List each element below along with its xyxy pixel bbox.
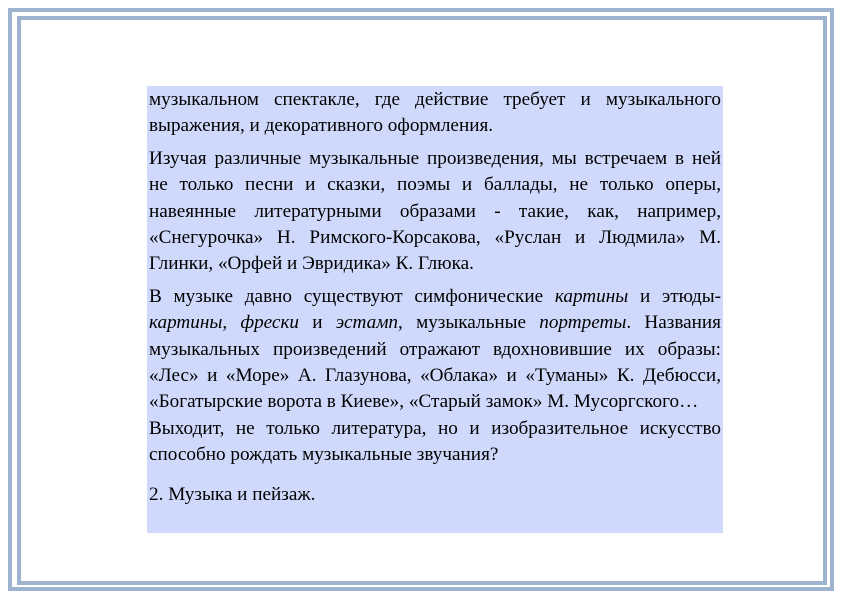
paragraph-2: Изучая различные музыкальные произведения, мы встречаем в ней не только песни и сказки, поэмы и баллады, не только оперы, навеянные литературными образами - такие, как, например, «Снегурочка» Н. Римского-Корсакова, «Руслан и Людмила» М. Глинки, «Орфей и Эвридика» К. Глюка. bbox=[149, 147, 721, 275]
paragraph-4: Выходит, не только литература, но и изобразительное искусство способно рождать музыкальные звучания? bbox=[149, 417, 721, 466]
paragraph-3-text-4: и bbox=[299, 312, 336, 334]
paragraph-3-text-2: и этюды- bbox=[628, 285, 721, 307]
paragraph-3-italic-5: портреты bbox=[539, 312, 627, 334]
paragraph-3-text-1: В музыке давно существуют симфонические bbox=[149, 285, 555, 307]
paragraph-3-italic-1: картины bbox=[554, 285, 629, 307]
paragraph-3-text-3: , bbox=[222, 312, 241, 334]
paragraph-3-text-5: , музыкальные bbox=[398, 312, 540, 334]
paragraph-3-italic-3: фрески bbox=[240, 312, 300, 334]
text-box bbox=[147, 86, 723, 533]
paragraph-5-heading: 2. Музыка и пейзаж. bbox=[149, 483, 316, 505]
paragraph-3-italic-2: картины bbox=[149, 312, 223, 334]
paragraph-3 bbox=[149, 284, 721, 416]
paragraph-3-text-6: . Названия музыкальных произведений отражают вдохновившие их образы: «Лес» и «Море» А. Глазунова, «Облака» и «Туманы» К. Дебюсси, «Богатырские ворота в Киеве», «Старый замок» М. Мусоргского… bbox=[149, 312, 721, 413]
paragraph-1: музыкальном спектакле, где действие требует и музыкального выражения, и декоративного оформления. bbox=[149, 89, 721, 137]
paragraph-3-italic-4: эстамп bbox=[335, 312, 399, 334]
